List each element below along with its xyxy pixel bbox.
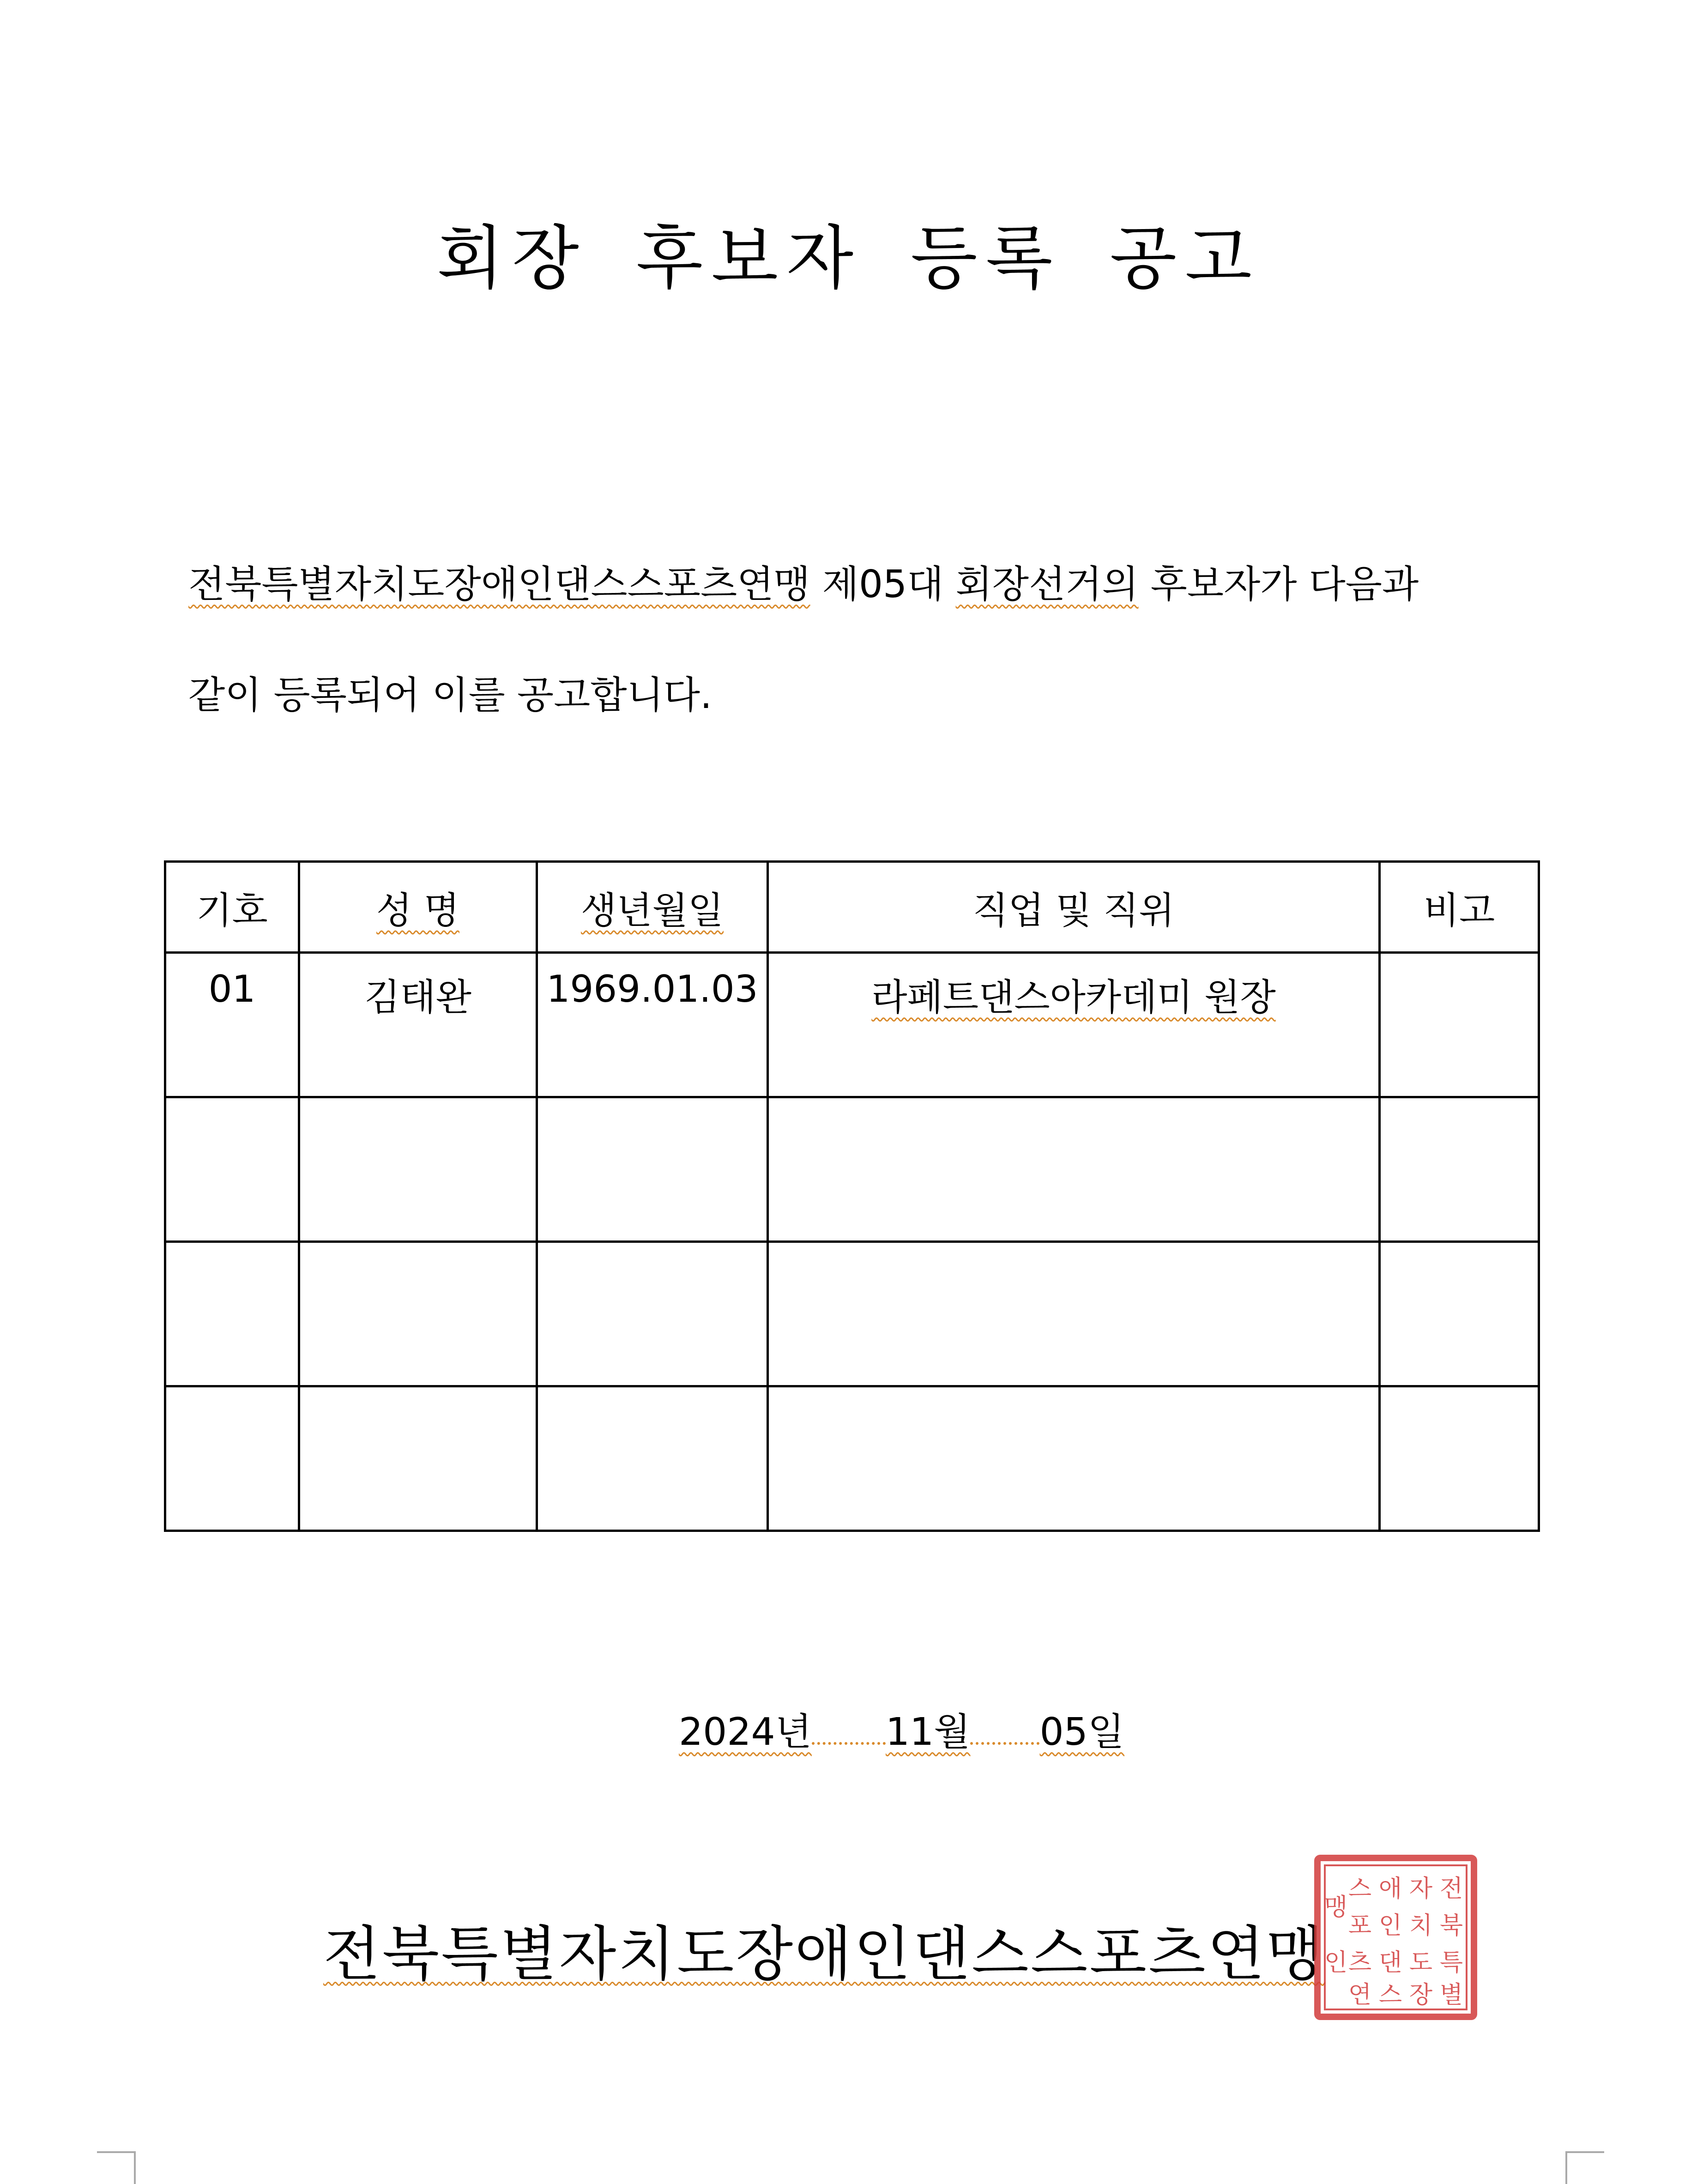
date-year: 2024년	[679, 1710, 812, 1754]
intro-term: 제05대	[810, 563, 956, 606]
table-header-row	[165, 862, 1539, 953]
cell-number	[165, 1386, 299, 1531]
cell-remarks	[1380, 1097, 1539, 1242]
header-remarks: 비고	[1380, 862, 1539, 953]
date-month: 11월	[885, 1710, 971, 1754]
cell-name	[299, 1097, 537, 1242]
cell-birthdate	[537, 1097, 768, 1242]
svg-text:인: 인	[1324, 1949, 1348, 1977]
cell-remarks	[1380, 1386, 1539, 1531]
intro-line-1	[188, 563, 1574, 606]
cell-birthdate: 1969.01.03	[537, 953, 768, 1097]
table-row	[165, 1097, 1539, 1242]
cell-number: 01	[165, 953, 299, 1097]
cell-birthdate	[537, 1386, 768, 1531]
cell-remarks	[1380, 953, 1539, 1097]
svg-text:댄: 댄	[1378, 1949, 1402, 1977]
table-row	[165, 1386, 1539, 1531]
svg-text:자: 자	[1409, 1875, 1433, 1903]
svg-text:치: 치	[1409, 1912, 1433, 1940]
page-corner-mark-left	[97, 2151, 136, 2184]
svg-text:맹: 맹	[1324, 1894, 1348, 1921]
cell-name: 김태완	[299, 953, 537, 1097]
official-seal	[1314, 1854, 1478, 2021]
svg-text:애: 애	[1378, 1875, 1402, 1903]
svg-text:츠: 츠	[1348, 1949, 1372, 1977]
cell-occupation: 라페트댄스아카데미 원장	[768, 953, 1380, 1097]
svg-text:전: 전	[1439, 1875, 1463, 1903]
cell-occupation	[768, 1097, 1380, 1242]
header-number: 기호	[165, 862, 299, 953]
header-occupation: 직업 및 직위	[768, 862, 1380, 953]
header-name: 성 명	[299, 862, 537, 953]
issue-date	[679, 1710, 1125, 1754]
intro-line-2: 같이 등록되어 이를 공고합니다.	[188, 673, 713, 717]
svg-text:포: 포	[1348, 1912, 1372, 1940]
cell-number	[165, 1242, 299, 1386]
header-birthdate: 생년월일	[537, 862, 768, 953]
svg-text:스: 스	[1378, 1981, 1402, 2009]
cell-number	[165, 1097, 299, 1242]
svg-text:스: 스	[1348, 1875, 1372, 1903]
intro-election: 회장선거의	[955, 563, 1139, 606]
signature-org: 전북특별자치도장애인댄스스포츠연맹	[323, 1920, 1326, 1989]
svg-text:연: 연	[1348, 1981, 1372, 2009]
svg-text:장: 장	[1409, 1981, 1433, 2009]
intro-org-name: 전북특별자치도장애인댄스스포츠연맹	[188, 563, 810, 606]
table-row	[165, 953, 1539, 1097]
svg-text:도: 도	[1409, 1949, 1433, 1977]
cell-birthdate	[537, 1242, 768, 1386]
table-row	[165, 1242, 1539, 1386]
cell-occupation	[768, 1242, 1380, 1386]
cell-name	[299, 1242, 537, 1386]
cell-name	[299, 1386, 537, 1531]
date-day: 05일	[1039, 1710, 1125, 1754]
page-corner-mark-right	[1565, 2151, 1604, 2184]
candidate-table	[164, 860, 1540, 1532]
svg-text:북: 북	[1439, 1912, 1463, 1940]
intro-line-1-end: 후보자가 다음과	[1138, 563, 1419, 606]
cell-occupation	[768, 1386, 1380, 1531]
svg-text:별: 별	[1439, 1981, 1463, 2009]
document-title: 회장 후보자 등록 공고	[436, 218, 1261, 299]
svg-text:특: 특	[1439, 1949, 1463, 1977]
svg-text:인: 인	[1378, 1912, 1402, 1940]
cell-remarks	[1380, 1242, 1539, 1386]
